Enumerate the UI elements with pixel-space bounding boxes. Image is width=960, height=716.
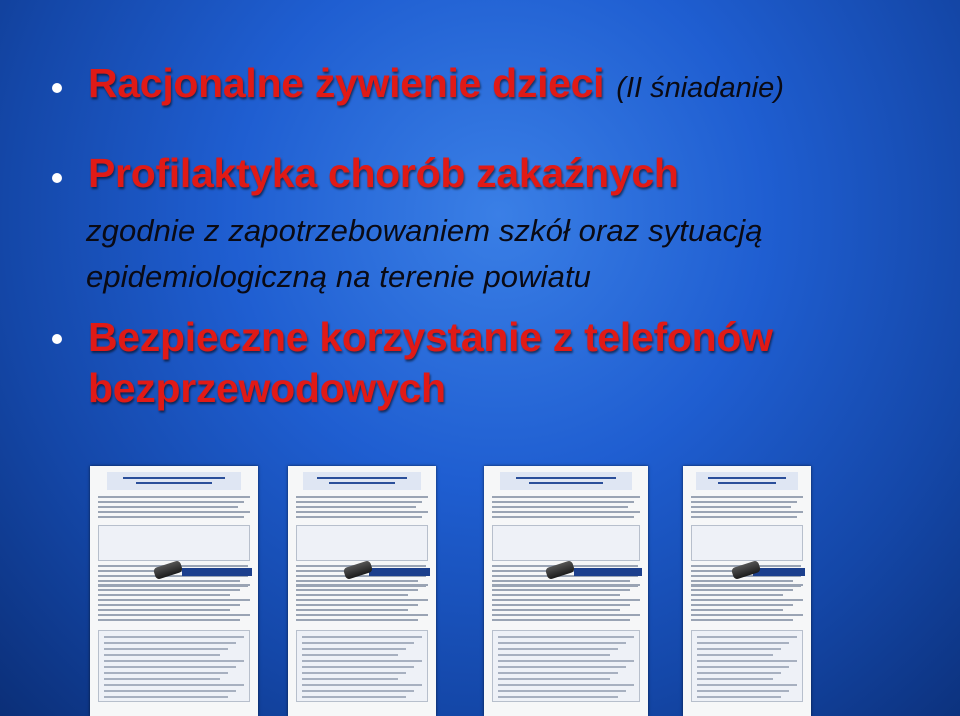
- leaflet-info-box: [98, 525, 250, 561]
- leaflet-text-line: [104, 672, 228, 674]
- leaflet-text-line: [98, 594, 230, 596]
- leaflet-text-line: [691, 599, 803, 601]
- leaflet-text-line: [492, 506, 628, 508]
- leaflet-text-line: [302, 690, 414, 692]
- leaflet-text-line: [296, 599, 428, 601]
- leaflet-info-box: [492, 525, 640, 561]
- leaflet-text-line: [498, 690, 626, 692]
- leaflet-text-line: [98, 599, 250, 601]
- leaflet-text-line: [691, 584, 803, 586]
- leaflet-text-line: [296, 496, 428, 498]
- leaflet-text-line: [498, 666, 626, 668]
- leaflet-info-box: [296, 525, 428, 561]
- subtext-line-1: zgodnie z zapotrzebowaniem szkół oraz sytuacją: [86, 213, 763, 248]
- leaflet-text-line: [498, 642, 626, 644]
- leaflet-text-line: [498, 648, 618, 650]
- leaflet-text-line: [296, 604, 418, 606]
- leaflet-section-bar: [182, 568, 252, 576]
- leaflet-text-line: [104, 684, 244, 686]
- phone-icon: [545, 560, 575, 580]
- leaflet-text-line: [492, 594, 620, 596]
- leaflet-text-line: [691, 604, 793, 606]
- leaflet-text-line: [492, 589, 630, 591]
- leaflet-text-line: [104, 648, 228, 650]
- leaflet-text-line: [691, 589, 793, 591]
- leaflet-text-line: [498, 660, 634, 662]
- leaflet-section-bar: [753, 568, 805, 576]
- leaflet-text-line: [691, 619, 793, 621]
- leaflet-text-line: [498, 678, 610, 680]
- leaflet-text-line: [492, 501, 634, 503]
- leaflet-image-3: [484, 466, 648, 716]
- leaflet-text-line: [492, 619, 630, 621]
- leaflet-text-line: [691, 511, 803, 513]
- leaflet-header: [696, 472, 798, 490]
- leaflet-text-line: [296, 506, 416, 508]
- leaflet-text-line: [697, 684, 797, 686]
- bullet-prevention-subtext: [86, 208, 942, 300]
- bullet-nutrition-text: Racjonalne żywienie dzieci: [88, 60, 605, 106]
- subtext-line-2: epidemiologiczną na terenie powiatu: [86, 259, 591, 294]
- leaflet-section-bar: [574, 568, 642, 576]
- leaflet-text-line: [296, 501, 422, 503]
- leaflet-image-4: [683, 466, 811, 716]
- leaflet-text-line: [691, 614, 803, 616]
- leaflet-header: [500, 472, 631, 490]
- leaflet-text-line: [104, 678, 220, 680]
- leaflet-text-line: [104, 666, 236, 668]
- phone-icon: [343, 560, 373, 580]
- leaflet-info-box: [691, 525, 803, 561]
- bullet-prevention: [52, 148, 942, 198]
- bullet-nutrition: [52, 58, 942, 113]
- leaflet-text-line: [691, 580, 793, 582]
- leaflet-text-line: [296, 516, 422, 518]
- leaflet-text-line: [98, 584, 250, 586]
- bullet-phones: [52, 312, 942, 414]
- leaflet-text-line: [498, 636, 634, 638]
- leaflet-text-line: [492, 599, 640, 601]
- leaflet-text-line: [492, 584, 640, 586]
- bullet-list: [52, 58, 942, 414]
- bullet-dot-icon: [52, 334, 62, 344]
- leaflet-text-line: [302, 666, 414, 668]
- leaflet-text-line: [296, 614, 428, 616]
- leaflet-header: [303, 472, 421, 490]
- leaflet-text-line: [492, 511, 640, 513]
- leaflet-text-line: [296, 594, 408, 596]
- leaflet-section-bar: [369, 568, 430, 576]
- leaflet-text-line: [492, 609, 620, 611]
- leaflet-text-line: [104, 642, 236, 644]
- leaflet-text-line: [296, 619, 418, 621]
- leaflet-text-line: [498, 684, 634, 686]
- leaflet-header-line: [516, 477, 616, 479]
- leaflet-text-line: [691, 609, 783, 611]
- leaflet-text-line: [98, 589, 240, 591]
- leaflet-text-line: [98, 511, 250, 513]
- leaflet-image-1: [90, 466, 258, 716]
- leaflet-text-line: [697, 696, 781, 698]
- leaflet-text-line: [302, 660, 422, 662]
- leaflet-text-line: [296, 609, 408, 611]
- leaflet-text-line: [302, 696, 406, 698]
- leaflet-thumbnails: [0, 466, 960, 716]
- bullet-phones-line-2: bezprzewodowych: [88, 365, 446, 411]
- leaflet-text-line: [98, 496, 250, 498]
- leaflet-text-line: [492, 604, 630, 606]
- bullet-nutrition-note: (II śniadanie): [616, 72, 784, 104]
- leaflet-text-line: [498, 654, 610, 656]
- leaflet-header-line: [529, 482, 603, 484]
- leaflet-text-line: [104, 654, 220, 656]
- phone-icon: [153, 560, 183, 580]
- leaflet-text-line: [697, 690, 789, 692]
- leaflet-text-line: [302, 654, 398, 656]
- bullet-dot-icon: [52, 83, 62, 93]
- leaflet-text-line: [302, 684, 422, 686]
- leaflet-text-line: [302, 636, 422, 638]
- leaflet-text-line: [302, 672, 406, 674]
- leaflet-text-line: [104, 690, 236, 692]
- leaflet-text-line: [302, 642, 414, 644]
- leaflet-text-line: [492, 496, 640, 498]
- leaflet-header-line: [136, 482, 211, 484]
- leaflet-text-line: [697, 648, 781, 650]
- leaflet-text-line: [98, 614, 250, 616]
- bullet-phones-line-1: Bezpieczne korzystanie z telefonów: [88, 314, 773, 360]
- leaflet-text-line: [691, 594, 783, 596]
- leaflet-text-line: [104, 636, 244, 638]
- leaflet-text-line: [492, 516, 634, 518]
- leaflet-text-line: [697, 642, 789, 644]
- leaflet-text-line: [498, 696, 618, 698]
- phone-icon: [730, 560, 760, 580]
- leaflet-text-line: [98, 501, 244, 503]
- leaflet-header-line: [329, 482, 395, 484]
- leaflet-text-line: [691, 516, 797, 518]
- leaflet-header-line: [123, 477, 225, 479]
- leaflet-text-line: [697, 654, 773, 656]
- leaflet-text-line: [697, 636, 797, 638]
- leaflet-text-line: [492, 580, 630, 582]
- leaflet-text-line: [104, 660, 244, 662]
- leaflet-text-line: [697, 660, 797, 662]
- leaflet-text-line: [691, 506, 791, 508]
- leaflet-text-line: [302, 648, 406, 650]
- leaflet-text-line: [104, 696, 228, 698]
- leaflet-header-line: [317, 477, 407, 479]
- leaflet-text-line: [296, 589, 418, 591]
- leaflet-text-line: [697, 666, 789, 668]
- leaflet-text-line: [492, 614, 640, 616]
- leaflet-text-line: [98, 604, 240, 606]
- leaflet-text-line: [296, 584, 428, 586]
- leaflet-text-line: [302, 678, 398, 680]
- leaflet-text-line: [691, 496, 803, 498]
- leaflet-header-line: [718, 482, 775, 484]
- leaflet-text-line: [296, 511, 428, 513]
- leaflet-text-line: [498, 672, 618, 674]
- leaflet-text-line: [98, 609, 230, 611]
- leaflet-text-line: [296, 580, 418, 582]
- leaflet-text-line: [697, 672, 781, 674]
- leaflet-text-line: [98, 516, 244, 518]
- leaflet-text-line: [697, 678, 773, 680]
- leaflet-text-line: [691, 501, 797, 503]
- leaflet-text-line: [98, 506, 238, 508]
- leaflet-text-line: [98, 580, 240, 582]
- bullet-prevention-text: Profilaktyka chorób zakaźnych: [88, 150, 679, 196]
- leaflet-header: [107, 472, 241, 490]
- bullet-dot-icon: [52, 173, 62, 183]
- leaflet-header-line: [708, 477, 786, 479]
- leaflet-image-2: [288, 466, 436, 716]
- leaflet-text-line: [98, 619, 240, 621]
